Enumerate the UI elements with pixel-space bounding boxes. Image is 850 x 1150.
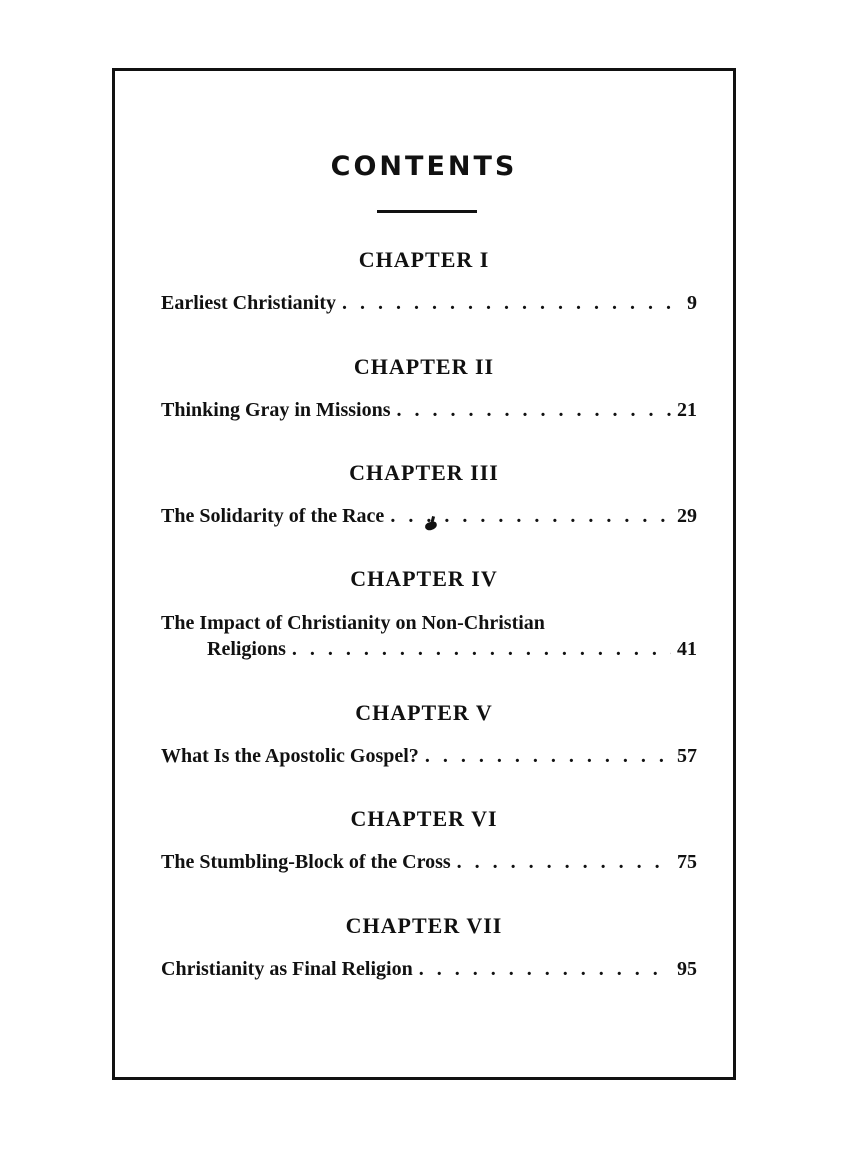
- chapter-heading: CHAPTER IV: [350, 566, 498, 591]
- chapter-heading: CHAPTER V: [355, 700, 493, 725]
- toc-entry[interactable]: [161, 397, 697, 423]
- chapter-heading: CHAPTER VII: [345, 913, 503, 938]
- page-number: 95: [677, 958, 697, 980]
- dot-leader: [419, 956, 671, 982]
- chapter-heading: CHAPTER VI: [350, 806, 498, 831]
- toc-entry[interactable]: [161, 290, 697, 316]
- page-number: 75: [677, 851, 697, 873]
- entry-title: What Is the Apostolic Gospel?: [161, 745, 419, 767]
- chapter-heading: CHAPTER I: [358, 247, 490, 272]
- entry-title: The Stumbling-Block of the Cross: [161, 851, 451, 873]
- toc-entry[interactable]: [161, 849, 697, 875]
- page-frame: [112, 68, 736, 1080]
- entry-title-continued: Religions: [207, 638, 286, 660]
- title-rule: [377, 210, 477, 213]
- entry-title: Thinking Gray in Missions: [161, 399, 391, 421]
- chapter-heading: CHAPTER II: [353, 354, 495, 379]
- chapter-heading: CHAPTER III: [349, 460, 499, 485]
- contents-title: CONTENTS: [330, 151, 518, 182]
- entry-title: The Solidarity of the Race: [161, 505, 385, 527]
- dot-leader: [397, 397, 671, 423]
- page-number: 57: [677, 745, 697, 767]
- page-number: 29: [677, 505, 697, 527]
- dot-leader: [457, 849, 671, 875]
- toc-entry[interactable]: [161, 743, 697, 769]
- page-number: 9: [687, 292, 697, 314]
- page-number: 21: [677, 399, 697, 421]
- entry-title: Christianity as Final Religion: [161, 958, 413, 980]
- dot-leader: [425, 743, 671, 769]
- toc-entry[interactable]: [161, 610, 697, 662]
- entry-title: The Impact of Christianity on Non-Christian: [161, 612, 545, 634]
- dot-leader: [292, 636, 671, 662]
- dot-leader: [342, 290, 681, 316]
- page-number: 41: [677, 638, 697, 660]
- toc-entry[interactable]: [161, 956, 697, 982]
- entry-title: Earliest Christianity: [161, 292, 336, 314]
